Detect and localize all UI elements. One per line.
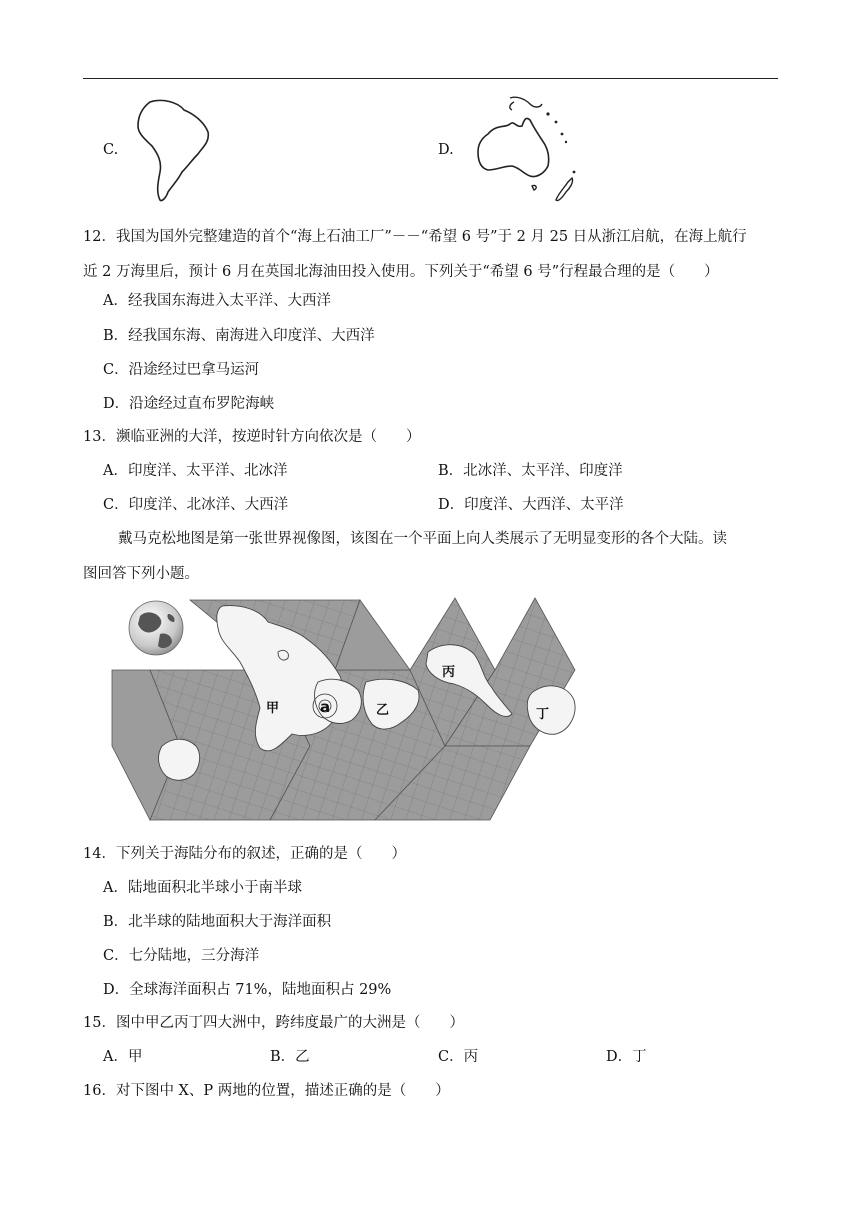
q15-option-d[interactable]: D．丁 [606,1049,647,1065]
q16-stem: 16．对下图中 X、P 两地的位置，描述正确的是（ ） [83,1083,450,1099]
globe-icon [129,601,183,655]
map-label-bing: 丙 [442,665,456,680]
q15-stem: 15．图中甲乙丙丁四大洲中，跨纬度最广的大洲是（ ） [83,1015,464,1031]
q13-option-d[interactable]: D．印度洋、大西洋、太平洋 [438,497,624,513]
australia-outline-map [470,94,590,210]
q12-option-b[interactable]: B．经我国东海、南海进入印度洋、大西洋 [103,328,375,344]
map-label-jia: 甲 [266,701,280,716]
q15-option-c[interactable]: C．丙 [438,1049,479,1065]
q13-stem: 13．濒临亚洲的大洋，按逆时针方向依次是（ ） [83,429,421,445]
q14-stem: 14．下列关于海陆分布的叙述，正确的是（ ） [83,846,406,862]
q14-option-a[interactable]: A．陆地面积北半球小于南半球 [103,880,302,896]
q14-option-d[interactable]: D．全球海洋面积占 71%，陆地面积占 29% [103,982,392,998]
q12-option-a[interactable]: A．经我国东海进入太平洋、大西洋 [103,293,331,309]
intro-line2: 图回答下列小题。 [83,566,199,582]
q14-option-b[interactable]: B．北半球的陆地面积大于海洋面积 [103,914,332,930]
q12-stem-line1: 12．我国为国外完整建造的首个“海上石油工厂”－－“希望 6 号”于 2 月 25 日从浙江启航，在海上航行 [83,229,747,245]
option-c-label[interactable]: C. [103,142,119,158]
south-america-outline-map [128,96,218,206]
intro-line1: 戴马克松地图是第一张世界视像图，该图在一个平面上向人类展示了无明显变形的各个大陆。读 [118,531,727,547]
q14-option-c[interactable]: C．七分陆地，三分海洋 [103,948,260,964]
dymaxion-map [110,596,580,824]
q13-option-b[interactable]: B．北冰洋、太平洋、印度洋 [438,463,623,479]
q13-option-c[interactable]: C．印度洋、北冰洋、大西洋 [103,497,289,513]
option-d-label[interactable]: D. [438,142,454,158]
q12-option-d[interactable]: D．沿途经过直布罗陀海峡 [103,396,275,412]
map-label-ding: 丁 [536,707,550,722]
q15-option-b[interactable]: B．乙 [270,1049,310,1065]
q12-option-c[interactable]: C．沿途经过巴拿马运河 [103,362,260,378]
map-label-yi: 乙 [376,703,390,718]
q13-option-a[interactable]: A．印度洋、太平洋、北冰洋 [103,463,288,479]
q15-option-a[interactable]: A．甲 [103,1049,143,1065]
map-label-a: a [320,698,331,716]
header-rule [83,78,778,79]
q12-stem-line2: 近 2 万海里后，预计 6 月在英国北海油田投入使用。下列关于“希望 6 号”行程最合理的是（ ） [83,264,719,280]
